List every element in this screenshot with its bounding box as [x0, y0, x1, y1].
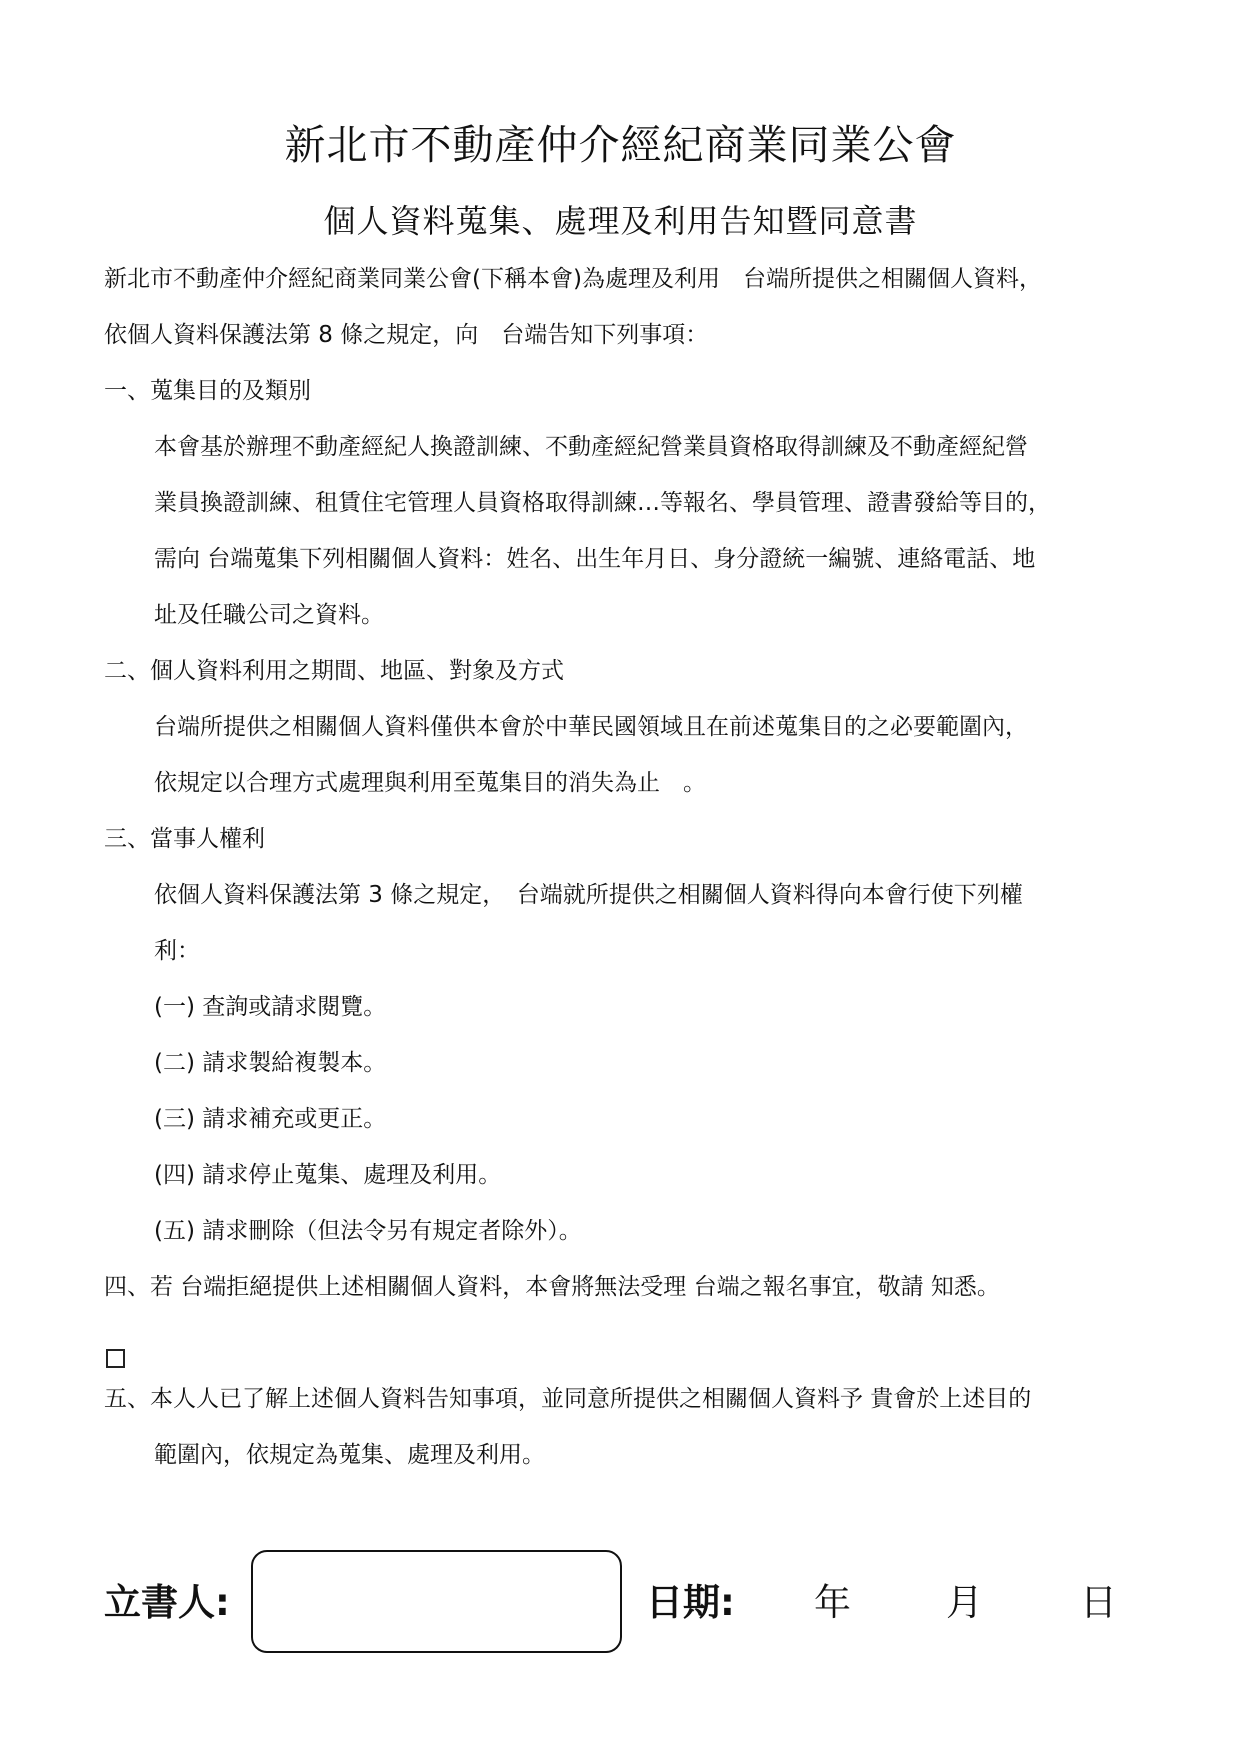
section1-body-line-1: 本會基於辦理不動產經紀人換證訓練、不動產經紀營業員資格取得訓練及不動產經紀營 [154, 434, 1028, 460]
section3-heading: 三、當事人權利 [104, 826, 265, 852]
rights-item-1: (一) 查詢或請求閱覽。 [154, 994, 387, 1020]
section5-line-2: 範圍內，依規定為蒐集、處理及利用。 [154, 1442, 545, 1468]
rights-item-2: (二) 請求製給複製本。 [154, 1050, 387, 1076]
intro-line-2: 依個人資料保護法第 8 條之規定，向 台端告知下列事項： [104, 322, 709, 348]
section3-body-line-1: 依個人資料保護法第 3 條之規定， 台端就所提供之相關個人資料得向本會行使下列權 [154, 882, 1023, 908]
section2-heading: 二、個人資料利用之期間、地區、對象及方式 [104, 658, 564, 684]
intro-line-1: 新北市不動產仲介經紀商業同業公會(下稱本會)為處理及利用 台端所提供之相關個人資料， [104, 266, 1042, 292]
section5-line-1: 五、本人人已了解上述個人資料告知事項，並同意所提供之相關個人資料予 貴會於上述目的 [104, 1386, 1032, 1412]
signature-field[interactable] [251, 1550, 622, 1653]
section1-body-line-2: 業員換證訓練、租賃住宅管理人員資格取得訓練…等報名、學員管理、證書發給等目的， [154, 490, 1051, 516]
document-title: 新北市不動產仲介經紀商業同業公會 [284, 121, 957, 169]
section1-heading: 一、蒐集目的及類別 [104, 378, 311, 404]
section1-body-line-4: 址及任職公司之資料。 [154, 602, 384, 628]
date-day-label: 日 [1080, 1581, 1117, 1624]
document-subtitle: 個人資料蒐集、處理及利用告知暨同意書 [323, 202, 918, 240]
section1-body-line-3: 需向 台端蒐集下列相關個人資料：姓名、出生年月日、身分證統一編號、連絡電話、地 [154, 546, 1036, 572]
section4-text: 四、若 台端拒絕提供上述相關個人資料，本會將無法受理 台端之報名事宜，敬請 知悉。 [104, 1274, 1000, 1300]
rights-item-3: (三) 請求補充或更正。 [154, 1106, 387, 1132]
consent-checkbox[interactable] [106, 1349, 125, 1368]
date-year-label: 年 [814, 1581, 851, 1624]
section3-body-line-2: 利： [154, 938, 200, 964]
date-label: 日期: [646, 1581, 735, 1624]
date-month-label: 月 [946, 1581, 983, 1624]
signatory-label: 立書人: [104, 1581, 230, 1624]
rights-item-4: (四) 請求停止蒐集、處理及利用。 [154, 1162, 502, 1188]
section2-body-line-1: 台端所提供之相關個人資料僅供本會於中華民國領域且在前述蒐集目的之必要範圍內， [154, 714, 1028, 740]
rights-item-5: (五) 請求刪除（但法令另有規定者除外）。 [154, 1218, 582, 1244]
section2-body-line-2: 依規定以合理方式處理與利用至蒐集目的消失為止 。 [154, 770, 706, 796]
